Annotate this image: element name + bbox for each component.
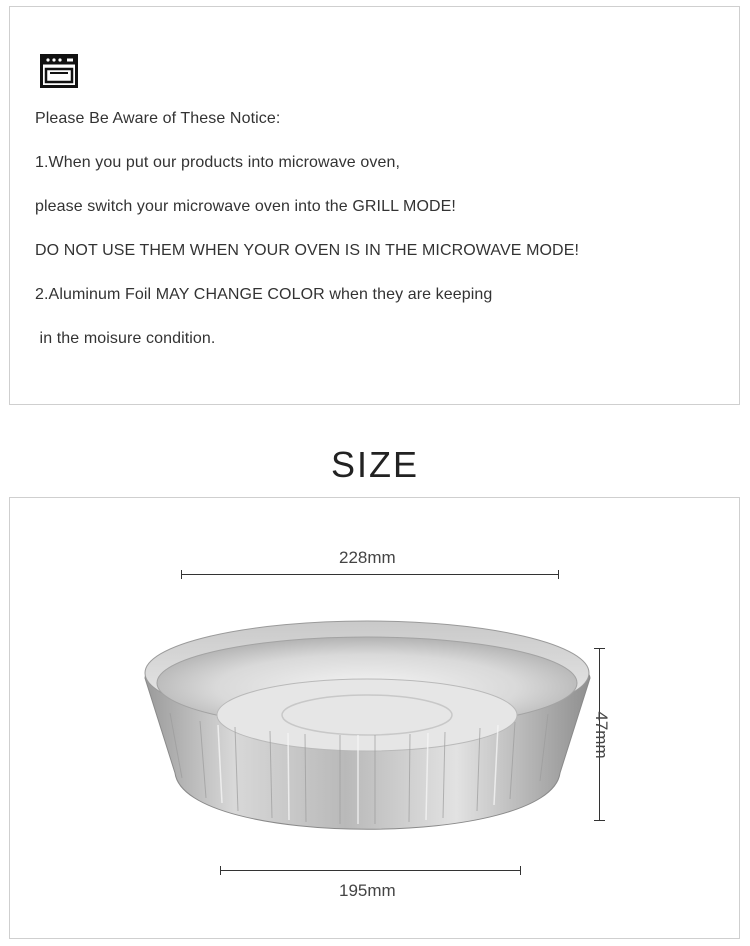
notice-box	[9, 6, 740, 405]
size-title: SIZE	[330, 444, 419, 485]
foil-tray-image	[140, 603, 595, 843]
height-tick-top	[594, 648, 605, 649]
top-diameter-label: 228mm	[339, 548, 396, 567]
oven-icon	[40, 54, 78, 88]
notice-line-3: DO NOT USE THEM WHEN YOUR OVEN IS IN THE MICROWAVE MODE!	[35, 242, 580, 259]
notice-line-1: 1.When you put our products into microwave oven,	[35, 154, 400, 171]
height-tick-bottom	[594, 820, 605, 821]
top-diameter-tick-left	[181, 570, 182, 579]
notice-line-2: please switch your microwave oven into the GRILL MODE!	[35, 198, 456, 215]
bottom-diameter-line	[220, 870, 521, 871]
top-diameter-line	[181, 574, 559, 575]
notice-line-4: 2.Aluminum Foil MAY CHANGE COLOR when they are keeping	[35, 286, 493, 303]
top-diameter-tick-right	[558, 570, 559, 579]
bottom-diameter-tick-left	[220, 866, 221, 875]
notice-heading: Please Be Aware of These Notice:	[35, 110, 281, 127]
height-label: 47mm	[592, 711, 611, 759]
notice-line-5: in the moisure condition.	[35, 330, 216, 347]
bottom-diameter-label: 195mm	[339, 881, 396, 900]
bottom-diameter-tick-right	[520, 866, 521, 875]
